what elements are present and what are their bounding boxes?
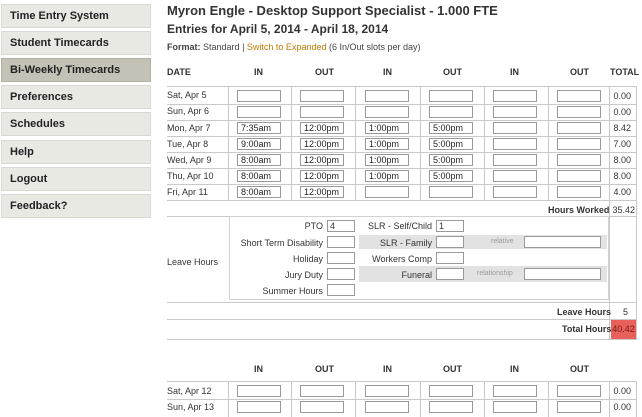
time-out-1[interactable]: 12:00pm — [300, 170, 344, 182]
grid-line — [167, 168, 637, 169]
day-total: 4.00 — [613, 187, 631, 197]
time-out-2[interactable]: 5:00pm — [429, 170, 473, 182]
time-in-1[interactable]: 8:00am — [237, 154, 281, 166]
col-header-in-3: IN — [510, 364, 519, 374]
day-total: 0.00 — [613, 91, 631, 101]
grid-line — [167, 302, 637, 303]
time-in-3[interactable] — [493, 138, 537, 150]
std-input[interactable] — [327, 236, 355, 248]
workers-comp-input[interactable] — [436, 252, 464, 264]
format-separator: | — [242, 42, 245, 52]
sidebar-item-schedules[interactable]: Schedules — [1, 112, 151, 136]
col-header-in-2: IN — [383, 364, 392, 374]
col-header-in-2: IN — [383, 67, 392, 77]
sidebar-item-time-entry-system[interactable]: Time Entry System — [1, 4, 151, 28]
col-header-out-2: OUT — [443, 67, 462, 77]
sidebar-item-bi-weekly-timecards[interactable]: Bi-Weekly Timecards — [1, 58, 151, 82]
funeral-label: Funeral — [401, 270, 432, 280]
time-out-2[interactable]: 5:00pm — [429, 138, 473, 150]
col-header-out-3: OUT — [570, 364, 589, 374]
total-hours-label: Total Hours — [562, 324, 612, 334]
time-in-2[interactable]: 1:00pm — [365, 154, 409, 166]
time-out-2[interactable] — [429, 385, 473, 397]
time-out-3[interactable] — [557, 90, 601, 102]
time-in-3[interactable] — [493, 90, 537, 102]
hours-worked-value: 35.42 — [612, 205, 635, 215]
time-in-1[interactable]: 9:00am — [237, 138, 281, 150]
day-label: Thu, Apr 10 — [167, 171, 214, 181]
grid-line — [167, 319, 637, 320]
time-in-1[interactable] — [237, 106, 281, 118]
grid-line — [167, 86, 637, 87]
grid-line — [167, 184, 637, 185]
day-label: Sat, Apr 12 — [167, 386, 212, 396]
time-out-3[interactable] — [557, 106, 601, 118]
time-in-2[interactable] — [365, 401, 409, 413]
sidebar-item-preferences[interactable]: Preferences — [1, 85, 151, 109]
time-out-3[interactable] — [557, 138, 601, 150]
page-title: Myron Engle - Desktop Support Specialist - 1.000 FTE — [167, 3, 498, 18]
day-total: 8.00 — [613, 155, 631, 165]
format-line — [167, 42, 421, 52]
sidebar-item-logout[interactable]: Logout — [1, 167, 151, 191]
leave-hours-title: Leave Hours — [167, 257, 219, 267]
time-in-1[interactable] — [237, 385, 281, 397]
col-header-in-1: IN — [254, 364, 263, 374]
slr-family-input[interactable] — [436, 236, 464, 248]
switch-to-expanded-link[interactable]: Switch to Expanded — [246, 42, 327, 52]
time-out-1[interactable] — [300, 106, 344, 118]
time-in-2[interactable] — [365, 90, 409, 102]
time-in-3[interactable] — [493, 385, 537, 397]
time-out-3[interactable] — [557, 186, 601, 198]
time-out-1[interactable] — [300, 385, 344, 397]
col-header-total: TOTAL — [610, 67, 640, 77]
time-out-1[interactable]: 12:00pm — [300, 186, 344, 198]
col-header-date: DATE — [167, 67, 191, 77]
time-in-3[interactable] — [493, 154, 537, 166]
time-out-1[interactable]: 12:00pm — [300, 122, 344, 134]
time-in-2[interactable]: 1:00pm — [365, 170, 409, 182]
holiday-label: Holiday — [292, 254, 323, 264]
time-in-1[interactable]: 8:00am — [237, 170, 281, 182]
col-header-out-1: OUT — [315, 67, 334, 77]
time-in-2[interactable]: 1:00pm — [365, 138, 409, 150]
grid-line — [167, 339, 637, 340]
std-label: Short Term Disability — [240, 238, 323, 248]
hours-worked-label: Hours Worked — [548, 205, 610, 215]
workers-comp-label: Workers Comp — [372, 254, 432, 264]
day-total: 7.00 — [613, 139, 631, 149]
total-hours-value: 40.42 — [611, 320, 636, 339]
funeral-input[interactable] — [436, 268, 464, 280]
time-out-3[interactable] — [557, 385, 601, 397]
grid-line — [167, 381, 637, 382]
page-subtitle: Entries for April 5, 2014 - April 18, 2014 — [167, 22, 389, 36]
col-header-out-3: OUT — [570, 67, 589, 77]
slr-self-input[interactable]: 1 — [436, 220, 464, 232]
sidebar-item-help[interactable]: Help — [1, 140, 151, 164]
time-out-1[interactable]: 12:00pm — [300, 138, 344, 150]
format-value: Standard — [203, 42, 240, 52]
col-header-in-3: IN — [510, 67, 519, 77]
time-in-3[interactable] — [493, 122, 537, 134]
day-label: Wed, Apr 9 — [167, 155, 212, 165]
day-label: Sun, Apr 13 — [167, 402, 215, 412]
sidebar-item-student-timecards[interactable]: Student Timecards — [1, 31, 151, 55]
time-out-2[interactable] — [429, 106, 473, 118]
time-in-2[interactable] — [365, 106, 409, 118]
day-total: 8.00 — [613, 171, 631, 181]
grid-line — [167, 136, 637, 137]
time-in-1[interactable] — [237, 401, 281, 413]
day-label: Fri, Apr 11 — [167, 187, 208, 197]
time-in-2[interactable]: 1:00pm — [365, 122, 409, 134]
grid-line — [167, 152, 637, 153]
summer-hours-label: Summer Hours — [262, 286, 323, 296]
relative-label: relative — [491, 238, 514, 245]
time-in-1[interactable]: 7:35am — [237, 122, 281, 134]
slr-self-label: SLR - Self/Child — [367, 221, 432, 231]
day-total: 0.00 — [613, 107, 631, 117]
time-out-2[interactable] — [429, 90, 473, 102]
grid-line — [167, 104, 637, 105]
day-label: Sun, Apr 6 — [167, 106, 210, 116]
time-in-2[interactable] — [365, 186, 409, 198]
switch-note: (6 In/Out slots per day) — [329, 42, 421, 52]
time-in-1[interactable] — [237, 90, 281, 102]
day-total: 8.42 — [613, 123, 631, 133]
time-out-2[interactable] — [429, 401, 473, 413]
pto-label: PTO — [304, 221, 323, 231]
time-out-3[interactable] — [557, 154, 601, 166]
time-out-3[interactable] — [557, 401, 601, 413]
time-in-3[interactable] — [493, 186, 537, 198]
time-in-1[interactable]: 8:00am — [237, 186, 281, 198]
grid-line — [167, 399, 637, 400]
summer-hours-input[interactable] — [327, 284, 355, 296]
col-header-in-1: IN — [254, 67, 263, 77]
relationship-input[interactable] — [524, 268, 601, 280]
time-in-2[interactable] — [365, 385, 409, 397]
time-out-2[interactable]: 5:00pm — [429, 122, 473, 134]
time-out-1[interactable] — [300, 401, 344, 413]
col-header-out-1: OUT — [315, 364, 334, 374]
relative-input[interactable] — [524, 236, 601, 248]
time-out-1[interactable] — [300, 90, 344, 102]
relationship-label: relationship — [477, 270, 513, 277]
time-in-3[interactable] — [493, 401, 537, 413]
grid-line — [167, 120, 637, 121]
time-in-3[interactable] — [493, 170, 537, 182]
time-out-2[interactable]: 5:00pm — [429, 154, 473, 166]
leave-hours-label: Leave Hours — [557, 307, 612, 317]
pto-input[interactable]: 4 — [327, 220, 355, 232]
time-out-3[interactable] — [557, 122, 601, 134]
jury-duty-input[interactable] — [327, 268, 355, 280]
slr-family-label: SLR - Family — [379, 238, 432, 248]
day-label: Sat, Apr 5 — [167, 90, 207, 100]
day-total: 0.00 — [613, 402, 631, 412]
col-header-out-2: OUT — [443, 364, 462, 374]
holiday-input[interactable] — [327, 252, 355, 264]
leave-hours-value: 5 — [622, 307, 628, 317]
grid-line — [167, 200, 637, 201]
day-label: Mon, Apr 7 — [167, 123, 211, 133]
time-out-2[interactable] — [429, 186, 473, 198]
time-out-1[interactable]: 12:00pm — [300, 154, 344, 166]
day-label: Tue, Apr 8 — [167, 139, 209, 149]
time-out-3[interactable] — [557, 170, 601, 182]
sidebar-item-feedback[interactable]: Feedback? — [1, 194, 151, 218]
format-label: Format: — [167, 42, 201, 52]
jury-duty-label: Jury Duty — [284, 270, 323, 280]
day-total: 0.00 — [613, 386, 631, 396]
time-in-3[interactable] — [493, 106, 537, 118]
